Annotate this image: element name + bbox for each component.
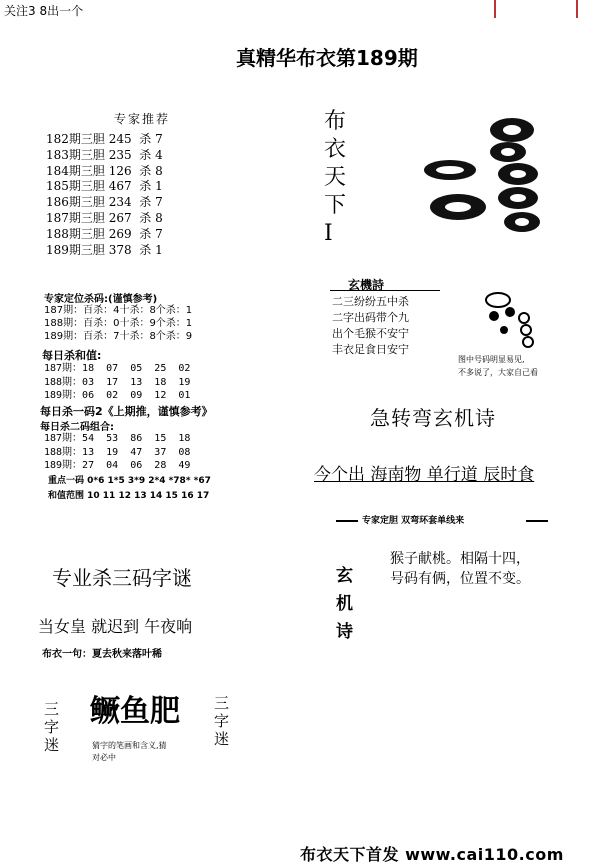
position-kill-title: 专家定位杀码:(谨慎参考) (44, 294, 158, 305)
picture-blob (503, 125, 521, 135)
xuanji-vertical: 玄机诗 (336, 566, 353, 642)
daily-kill-two-row: 189期：27 04 06 28 49 (44, 460, 191, 471)
poem-line: 二字出码带个九 (332, 311, 409, 324)
turn-title: 急转弯玄机诗 (370, 406, 496, 430)
picture-blob (515, 218, 529, 226)
daily-kill-two-row: 188期：13 19 47 37 08 (44, 446, 191, 458)
poem-line: 丰衣足食日安宁 (332, 343, 409, 356)
poem-lines (332, 294, 409, 358)
header-note: 关注3 8出一个 (4, 4, 84, 18)
daily-kill-two-list (44, 432, 190, 473)
poem-title: 玄機詩 (348, 278, 385, 292)
xuanji-poem-2: 号码有俩，位置不变。 (390, 571, 530, 587)
picture-blob (521, 325, 531, 335)
small-number-picture (480, 290, 550, 350)
position-kill-list (44, 304, 192, 343)
expert-list (46, 132, 163, 258)
image-caption-1: 图中号码明显易见, (458, 355, 525, 364)
decor-line (494, 0, 496, 18)
riddle-title: 专业杀三码字谜 (52, 566, 192, 590)
poem-rule (330, 290, 440, 291)
picture-blob (436, 166, 464, 174)
turn-line: 今个出 海南物 单行道 辰时食 (314, 465, 535, 485)
expert-row: 185期三胆 467 杀 1 (46, 179, 163, 194)
picture-blob (500, 326, 508, 334)
picture-blob (519, 313, 529, 323)
daily-sum-row: 189期：06 02 09 12 01 (44, 390, 191, 401)
buyi-line: 布衣一句：夏去秋来落叶稀 (42, 649, 162, 660)
expert-row: 188期三胆 269 杀 7 (46, 226, 163, 241)
daily-sum-title: 每日杀和值: (42, 349, 102, 362)
expert-set: 专家定胆 双弯环套单线来 (362, 516, 465, 526)
xuanji-poem-1: 猴子献桃。相隔十四， (390, 551, 530, 567)
daily-kill-two-row: 187期：54 53 86 15 18 (44, 433, 191, 444)
main-title-text: 真精华布衣第 (236, 46, 356, 70)
riddle-right-label: 三字迷 (214, 694, 230, 748)
poem-line: 二三纷纷五中杀 (332, 295, 409, 308)
expert-title: 专家推荐 (114, 112, 171, 126)
position-kill-row: 188期：百杀：0十杀：9个杀：1 (44, 318, 193, 329)
riddle-left-label: 三字迷 (44, 700, 60, 754)
picture-blob (501, 148, 515, 156)
riddle-hint-1: 猜字的笔画和含义,猜 (92, 741, 167, 750)
expert-row: 186期三胆 234 杀 7 (46, 195, 163, 210)
expert-set-rule-right (526, 520, 548, 522)
riddle-hint-2: 对必中 (92, 753, 116, 762)
position-kill-row: 189期：百杀：7十杀：8个杀：9 (44, 331, 193, 342)
decor-line (576, 0, 578, 18)
expert-row: 183期三胆 235 杀 4 (46, 147, 163, 162)
riddle-line: 当女皇 就迟到 午夜响 (38, 617, 193, 636)
brand-vertical: 布衣天下I (324, 109, 347, 246)
picture-blob (445, 202, 471, 212)
expert-row: 184期三胆 126 杀 8 (46, 163, 163, 178)
riddle-center: 鳜鱼肥 (90, 694, 180, 729)
daily-sum-list (44, 362, 190, 403)
footer: 布衣天下首发 www.cai110.com (300, 845, 564, 864)
daily-kill-one: 每日杀一码2《上期推，谨慎参考》 (40, 405, 213, 418)
issue-number: 189期 (356, 46, 418, 70)
picture-blob (510, 194, 526, 202)
expert-row: 189期三胆 378 杀 1 (46, 242, 163, 257)
daily-sum-row: 187期：18 07 05 25 02 (44, 363, 191, 374)
expert-row: 187期三胆 267 杀 8 (46, 210, 163, 225)
picture-blob (523, 337, 533, 347)
expert-set-rule-left (336, 520, 358, 522)
main-title (236, 42, 418, 71)
sum-range: 和值范围 10 11 12 13 14 15 16 17 (48, 491, 210, 501)
daily-sum-row: 188期：03 17 13 18 19 (44, 376, 191, 388)
expert-row: 182期三胆 245 杀 7 (46, 132, 163, 146)
image-caption-2: 不多说了，大家自己看 (458, 368, 538, 377)
daily-kill-two-title: 每日杀二码组合: (40, 422, 114, 433)
picture-blob (505, 307, 515, 317)
poem-line: 出个毛猴不安宁 (332, 327, 409, 340)
key-one-code: 重点一码 0*6 1*5 3*9 2*4 *78* *67 (48, 476, 211, 486)
position-kill-row: 187期：百杀：4十杀：8个杀：1 (44, 305, 193, 316)
picture-blob (486, 293, 510, 307)
picture-blob (510, 170, 526, 178)
picture-blob (489, 311, 499, 321)
number-picture (420, 110, 570, 235)
